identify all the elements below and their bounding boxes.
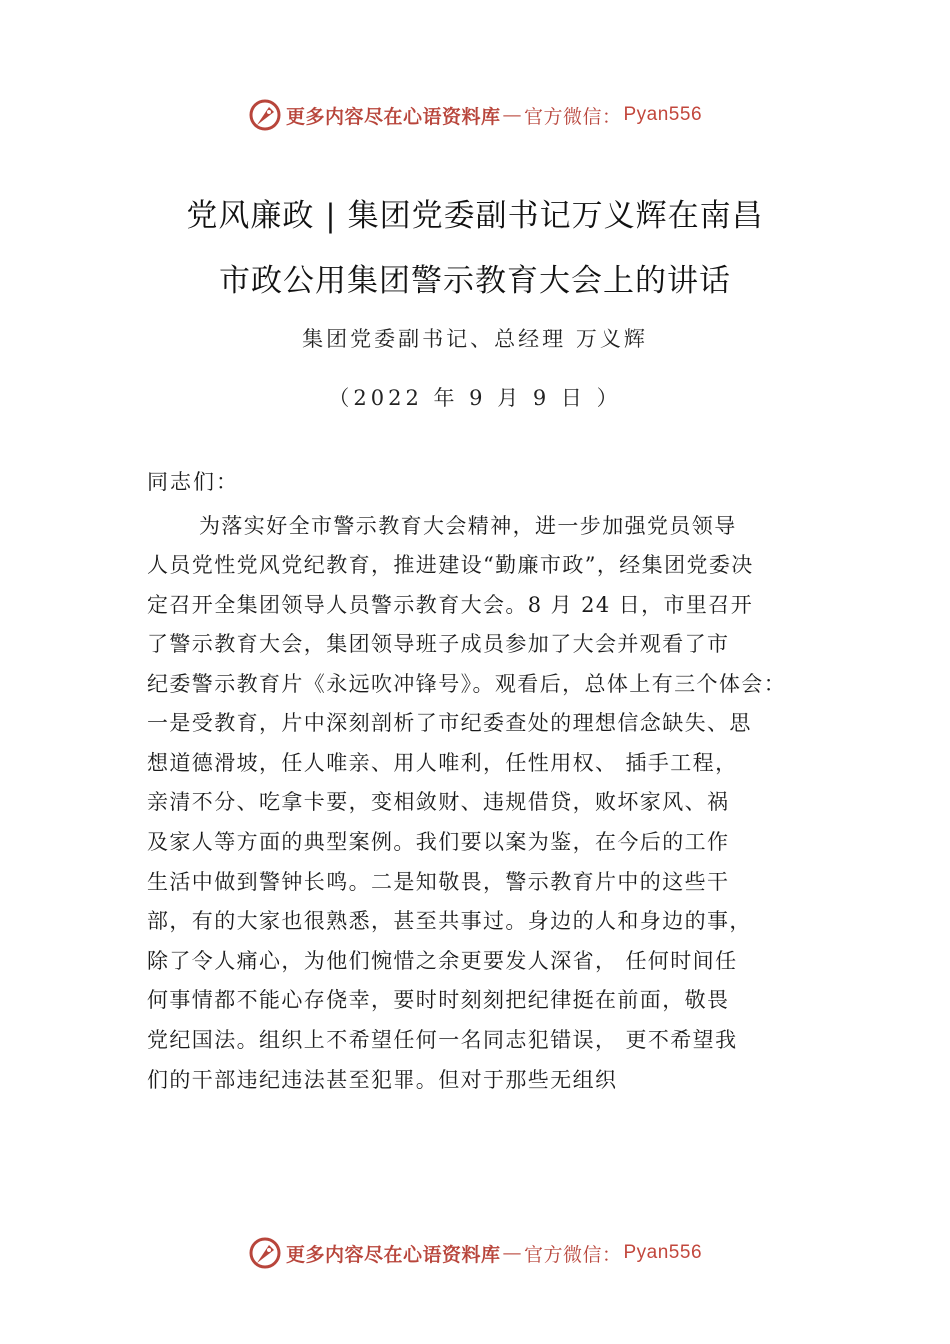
pen-nib-logo-icon	[248, 1236, 282, 1270]
banner-main-text: 更多内容尽在心语资料库	[285, 1243, 501, 1266]
banner-main-text: 更多内容尽在心语资料库	[285, 105, 501, 128]
body-line: 人员党性党风党纪教育，推进建设“勤廉市政”，经集团党委决	[147, 553, 754, 577]
footer-banner	[0, 1233, 950, 1273]
body-line: 纪委警示教育片《永远吹冲锋号》。观看后，总体上有三个体会：	[147, 672, 787, 696]
banner-dash: —	[502, 1242, 522, 1264]
document-author: 集团党委副书记、总经理 万义辉	[302, 327, 648, 351]
body-line: 生活中做到警钟长鸣。二是知敬畏，警示教育片中的这些干	[147, 870, 730, 894]
document-date: （2022 年 9 月 9 日 ）	[328, 386, 622, 410]
banner-wechat-id: Pyan556	[623, 1242, 703, 1263]
banner-wechat-id: Pyan556	[623, 104, 703, 125]
body-line: 何事情都不能心存侥幸，要时时刻刻把纪律挺在前面，敬畏	[147, 988, 730, 1012]
document-title-line-2: 市政公用集团警示教育大会上的讲话	[219, 263, 731, 299]
body-line: 部，有的大家也很熟悉，甚至共事过。身边的人和身边的事，	[147, 909, 752, 933]
body-line: 们的干部违纪违法甚至犯罪。但对于那些无组织	[147, 1068, 618, 1092]
body-line: 定召开全集团领导人员警示教育大会。8 月 24 日，市里召开	[147, 593, 754, 617]
body-line: 亲清不分、吃拿卡要，变相敛财、违规借贷，败坏家风、祸	[147, 790, 730, 814]
body-line: 了警示教育大会，集团领导班子成员参加了大会并观看了市	[147, 632, 730, 656]
header-banner	[0, 95, 950, 135]
document-title-line-1: 党风廉政 | 集团党委副书记万义辉在南昌	[186, 198, 764, 234]
body-line: 除了令人痛心，为他们惋惜之余更要发人深省， 任何时间任	[147, 949, 738, 973]
pen-nib-logo-icon	[248, 98, 282, 132]
body-line: 一是受教育，片中深刻剖析了市纪委查处的理想信念缺失、思	[147, 711, 752, 735]
body-line: 为落实好全市警示教育大会精神，进一步加强党员领导	[199, 514, 737, 538]
banner-wechat-label: 官方微信：	[523, 105, 622, 128]
body-line: 想道德滑坡，任人唯亲、用人唯利，任性用权、 插手工程，	[147, 751, 738, 775]
banner-wechat-label: 官方微信：	[523, 1243, 622, 1266]
greeting: 同志们：	[147, 470, 239, 494]
body-line: 党纪国法。组织上不希望任何一名同志犯错误， 更不希望我	[147, 1028, 738, 1052]
banner-dash: —	[502, 104, 522, 126]
body-line: 及家人等方面的典型案例。我们要以案为鉴，在今后的工作	[147, 830, 730, 854]
